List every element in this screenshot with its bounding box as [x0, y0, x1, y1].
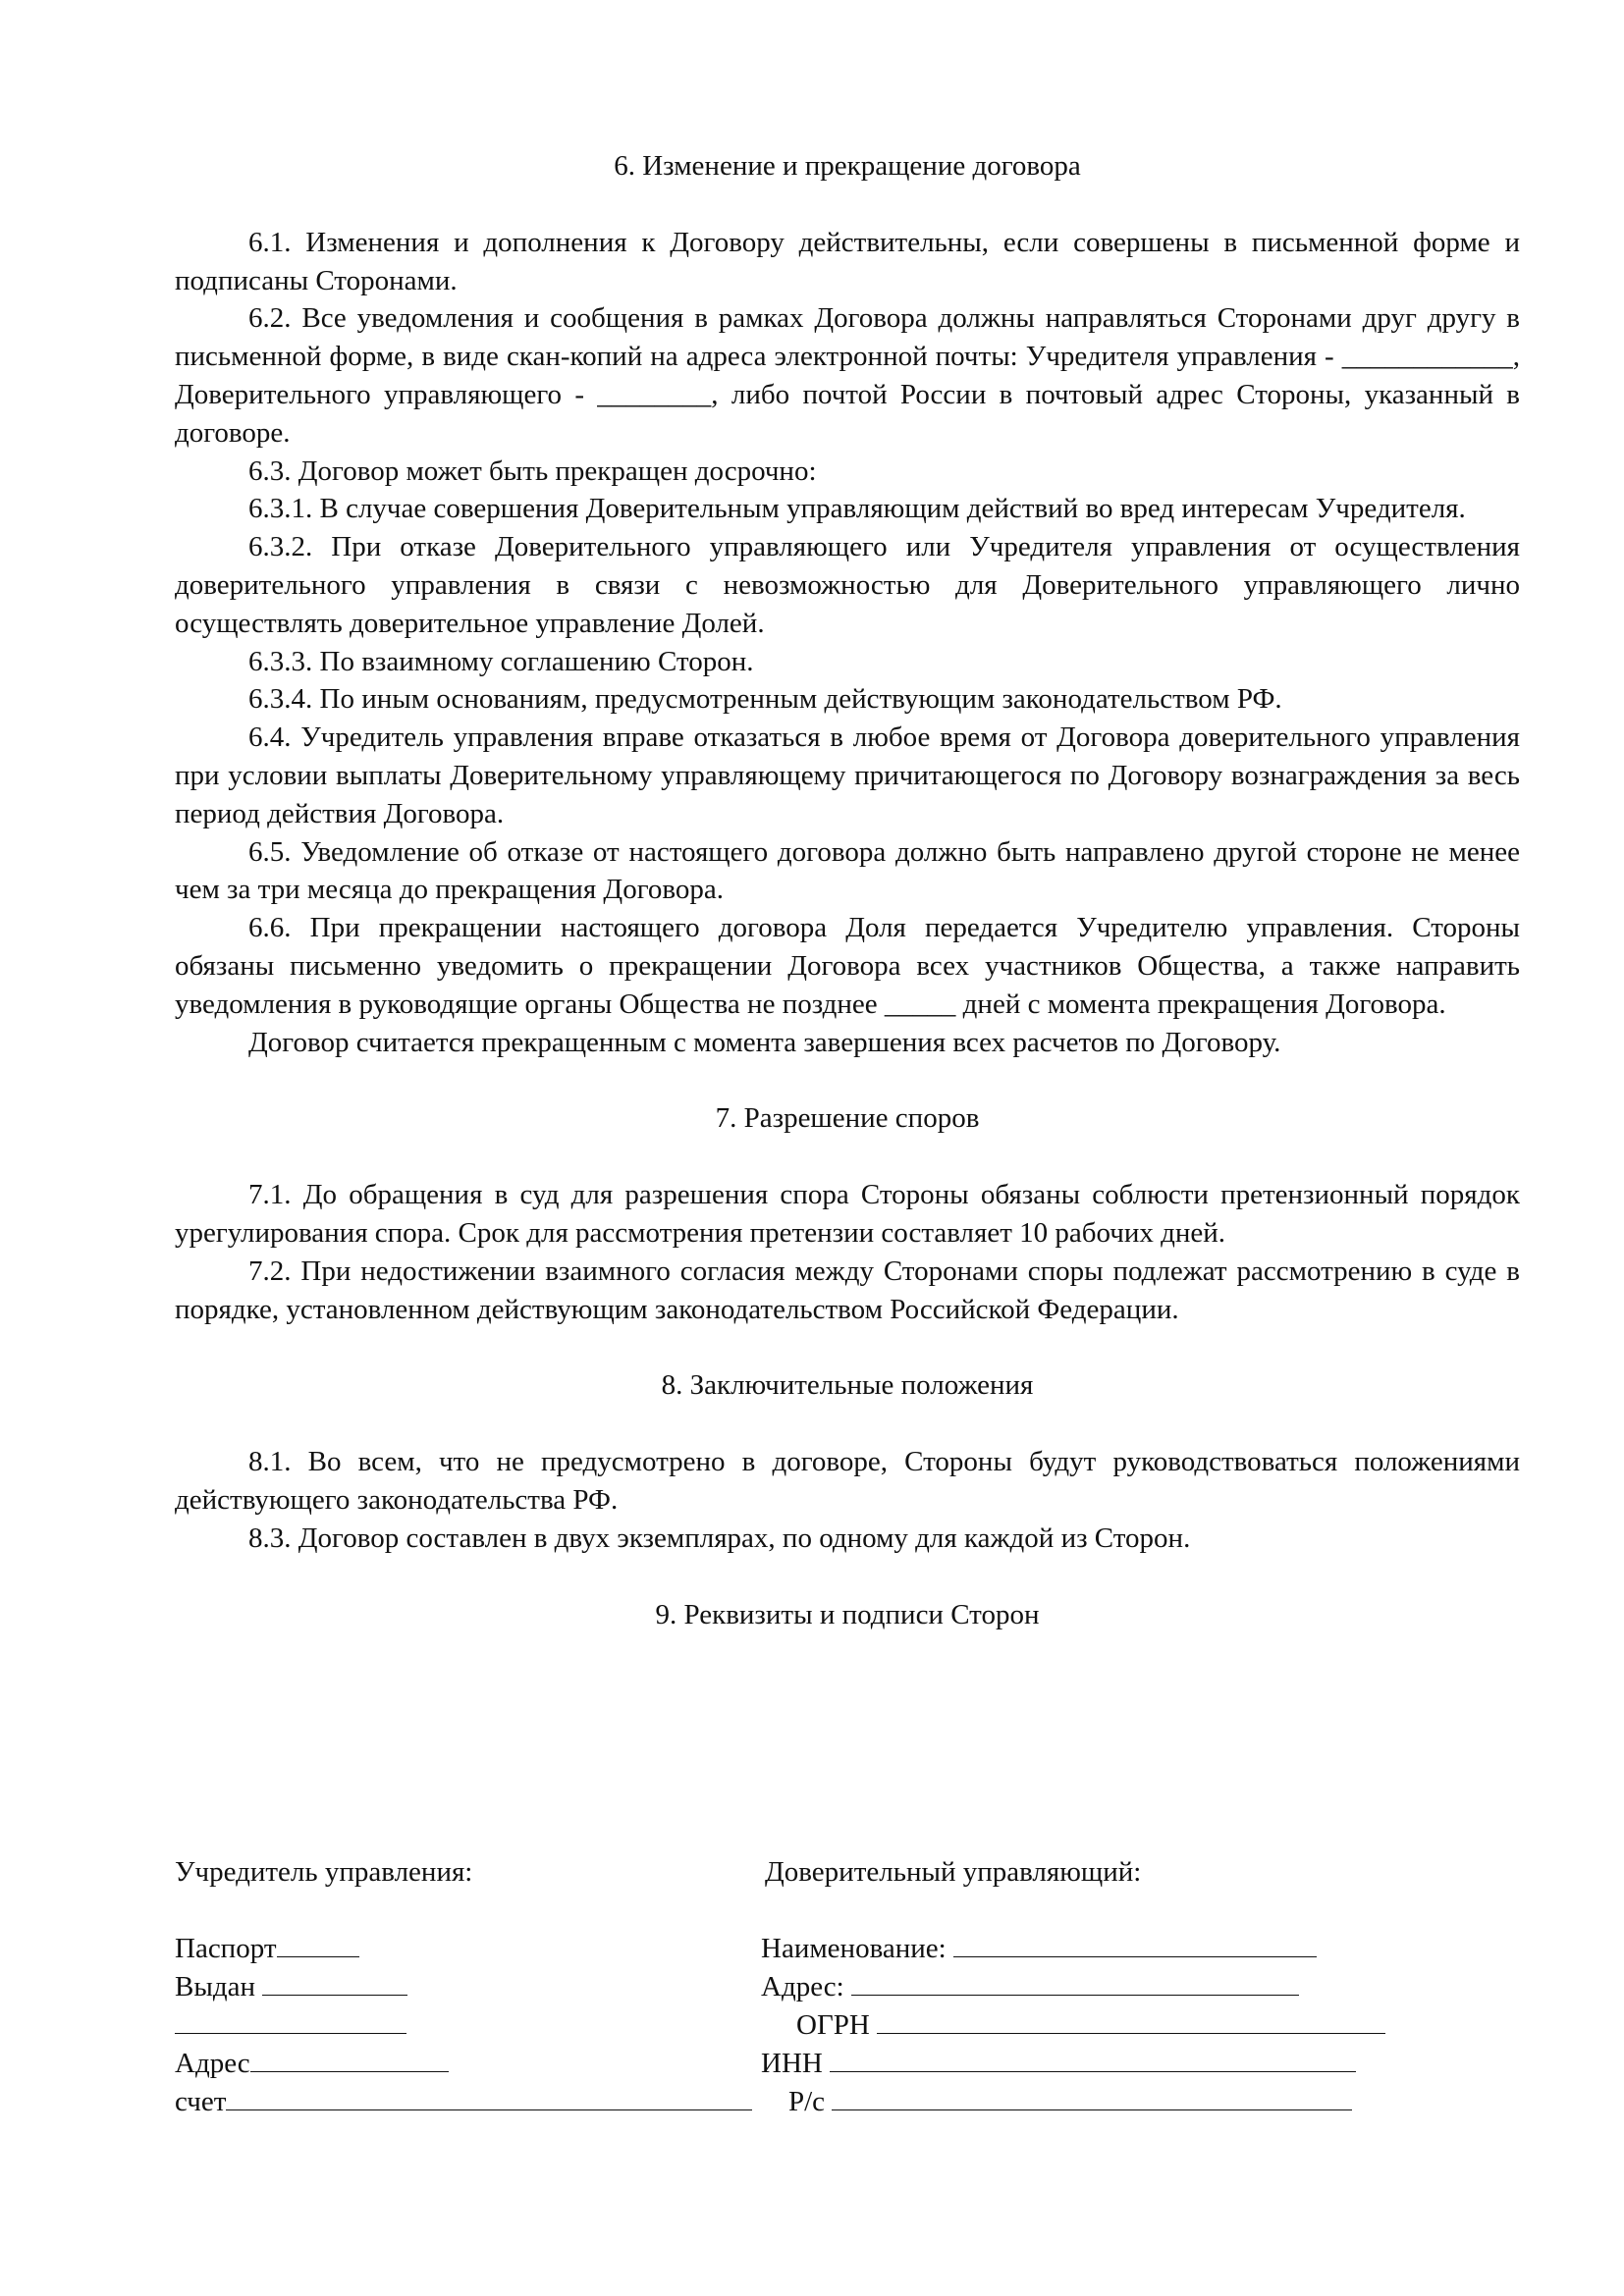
document-page [175, 147, 1520, 1633]
ogrn-label: ОГРН [796, 2009, 870, 2041]
section-8-title: 8. Заключительные положения [661, 1369, 1034, 1402]
clause-6-termination: Договор считается прекращенным с момента завершения всех расчетов по Договору. [248, 1026, 1281, 1058]
trustee-requisites [761, 1853, 1385, 2121]
inn-row [761, 2045, 1385, 2083]
passport-row [175, 1930, 752, 1968]
account-row [175, 2083, 752, 2121]
clause-6-3-3: 6.3.3. По взаимному соглашению Сторон. [248, 645, 754, 677]
clause-6-2: 6.2. Все уведомления и сообщения в рамках Договора должны направляться Сторонами друг другу в письменной форме, в виде скан-копий на адреса электронной почты: Учредителя управления - ____________, Доверительного управляющего - ________, либо почтой России в почтовый адрес Стороны, указанный в договоре. [175, 302, 1520, 449]
ogrn-row [761, 2006, 1385, 2045]
address-label: Адрес [175, 2048, 250, 2079]
address-field[interactable] [250, 2046, 449, 2072]
clause-6-3-4: 6.3.4. По иным основаниям, предусмотренным действующим законодательством РФ. [248, 683, 1282, 716]
clause-6-4: 6.4. Учредитель управления вправе отказаться в любое время от Договора доверительного управления при условии выплаты Доверительному управляющему причитающегося по Договору вознаграждения за весь период действия Договора. [175, 721, 1520, 829]
passport-label: Паспорт [175, 1933, 277, 1964]
trustee-address-row [761, 1968, 1385, 2006]
issued-field[interactable] [262, 1969, 407, 1996]
inn-label: ИНН [761, 2048, 823, 2079]
clause-7-1: 7.1. До обращения в суд для разрешения спора Стороны обязаны соблюсти претензионный порядок урегулирования спора. Срок для рассмотрения претензии составляет 10 рабочих дней. [175, 1179, 1520, 1249]
ogrn-field[interactable] [877, 2007, 1385, 2034]
trustee-address-field[interactable] [851, 1969, 1299, 1996]
section-9-title: 9. Реквизиты и подписи Сторон [655, 1598, 1040, 1630]
clause-6-3-2: 6.3.2. При отказе Доверительного управляющего или Учредителя управления от осуществления доверительного управления в связи с невозможностью для Доверительного управляющего лично осуществлять доверительное управление Долей. [175, 531, 1520, 639]
section-7-title: 7. Разрешение споров [715, 1102, 980, 1135]
account-field[interactable] [226, 2084, 752, 2110]
clause-6-3-1: 6.3.1. В случае совершения Доверительным управляющим действий во вред интересам Учредителя. [248, 493, 1466, 525]
name-label: Наименование: [761, 1933, 947, 1964]
trustee-header: Доверительный управляющий: [765, 1856, 1142, 1888]
founder-header: Учредитель управления: [175, 1856, 473, 1888]
clause-6-3: 6.3. Договор может быть прекращен досрочно: [248, 454, 817, 487]
clause-6-1: 6.1. Изменения и дополнения к Договору действительны, если совершены в письменной форме и подписаны Сторонами. [175, 226, 1520, 296]
inn-field[interactable] [830, 2046, 1356, 2072]
issued-continuation-row [175, 2006, 752, 2045]
rs-row [761, 2083, 1385, 2121]
section-6-title: 6. Изменение и прекращение договора [614, 150, 1081, 182]
account-label: счет [175, 2086, 227, 2117]
trustee-address-label: Адрес: [761, 1971, 844, 2002]
founder-requisites [175, 1853, 752, 2121]
clause-6-6: 6.6. При прекращении настоящего договора Доля передается Учредителю управления. Стороны обязаны письменно уведомить о прекращении Договора всех участников Общества, а также направить уведомления в руководящие органы Общества не позднее _____ дней с момента прекращения Договора. [175, 912, 1520, 1020]
clause-8-1: 8.1. Во всем, что не предусмотрено в договоре, Стороны будут руководствоваться положениями действующего законодательства РФ. [175, 1446, 1520, 1516]
name-row [761, 1930, 1385, 1968]
rs-label: Р/с [788, 2086, 826, 2117]
issued-field-line-2[interactable] [175, 2007, 406, 2034]
clause-7-2: 7.2. При недостижении взаимного согласия между Сторонами споры подлежат рассмотрению в суде в порядке, установленном действующим законодательством Российской Федерации. [175, 1255, 1520, 1325]
clause-6-5: 6.5. Уведомление об отказе от настоящего договора должно быть направлено другой стороне не менее чем за три месяца до прекращения Договора. [175, 835, 1520, 906]
rs-field[interactable] [832, 2084, 1352, 2110]
name-field[interactable] [953, 1931, 1317, 1957]
address-row [175, 2045, 752, 2083]
passport-field[interactable] [277, 1931, 359, 1957]
issued-label: Выдан [175, 1971, 255, 2002]
clause-8-3: 8.3. Договор составлен в двух экземплярах, по одному для каждой из Сторон. [248, 1522, 1191, 1554]
issued-row [175, 1968, 752, 2006]
